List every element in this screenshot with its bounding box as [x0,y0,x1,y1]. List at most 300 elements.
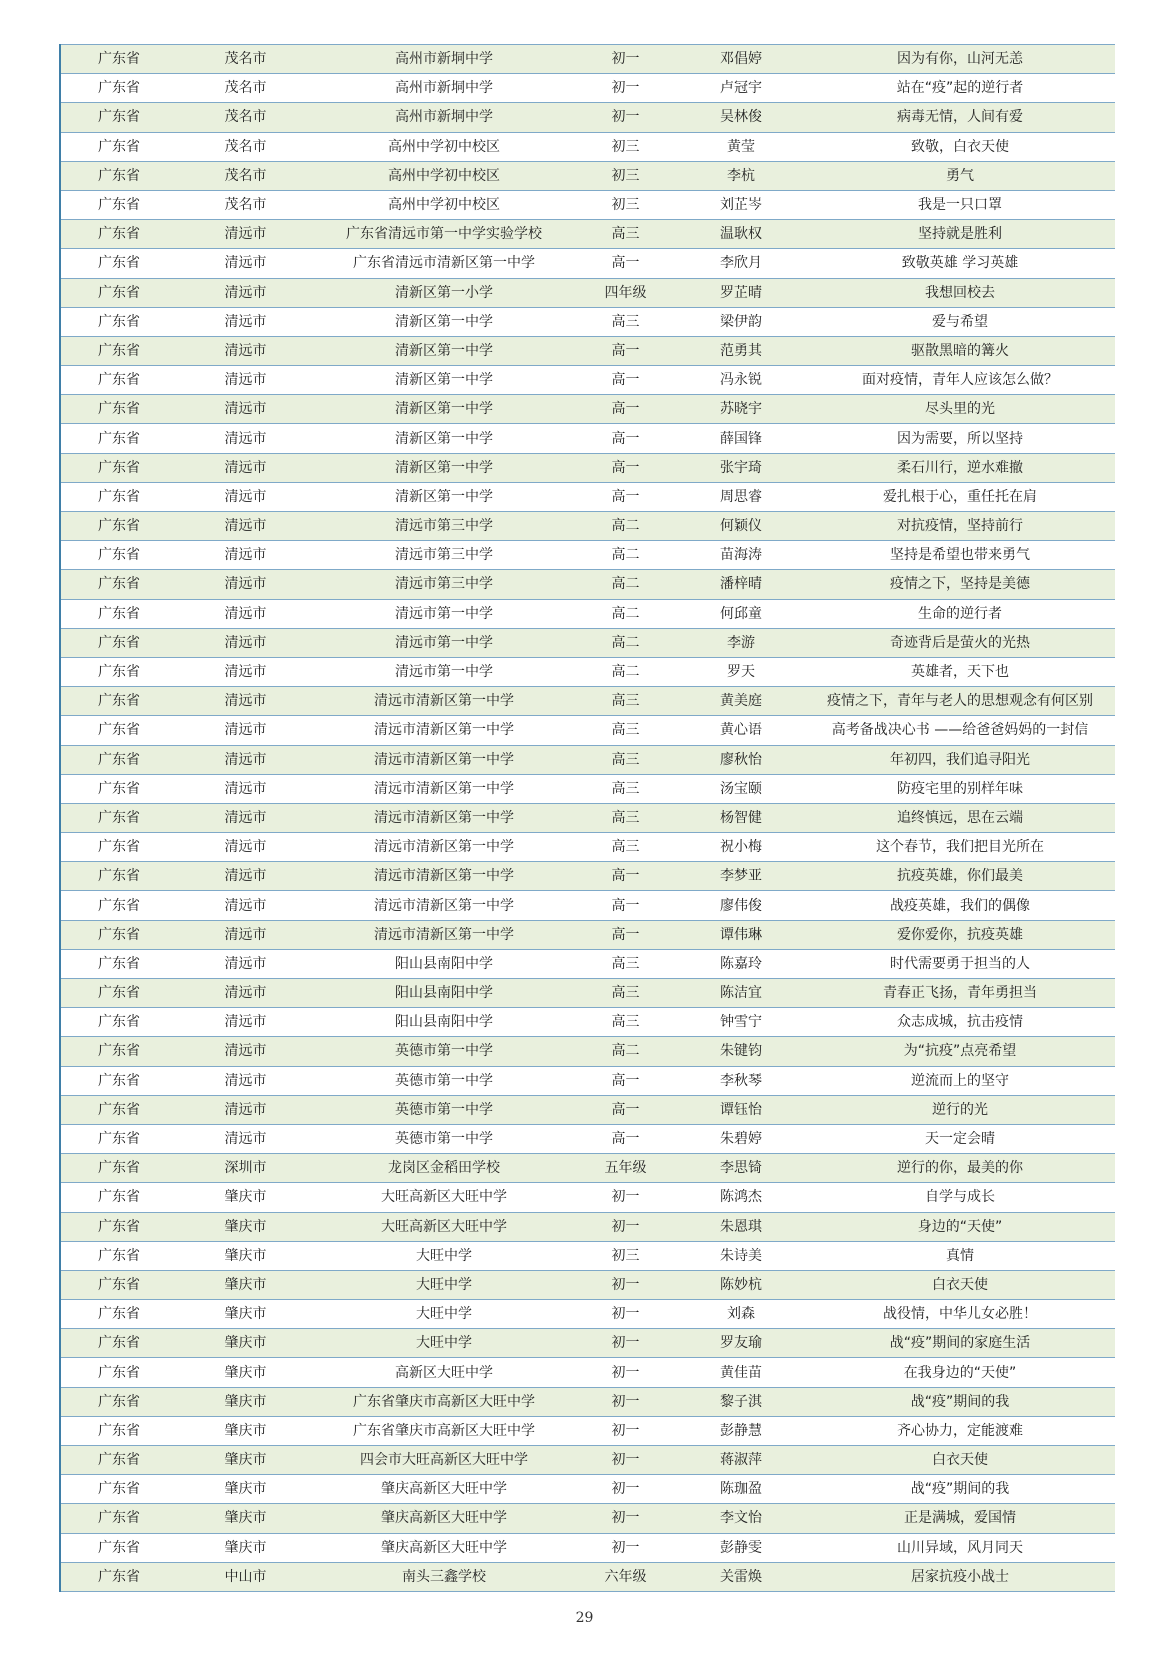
province-cell: 广东省 [60,657,177,686]
essay-title-cell: 为“抗疫”点亮希望 [805,1037,1115,1066]
student-name-cell: 汤宝颐 [677,774,805,803]
city-cell: 肇庆市 [177,1358,314,1387]
student-name-cell: 梁伊韵 [677,307,805,336]
school-cell: 清远市清新区第一中学 [314,745,574,774]
essay-title-cell: 生命的逆行者 [805,599,1115,628]
province-cell: 广东省 [60,687,177,716]
grade-cell: 高三 [574,716,677,745]
city-cell: 清远市 [177,862,314,891]
student-name-cell: 苏晓宇 [677,395,805,424]
essay-title-cell: 追终慎远，思在云端 [805,803,1115,832]
student-name-cell: 张宇琦 [677,453,805,482]
results-table [59,44,1115,1592]
table-row [60,1533,1115,1562]
school-cell: 高州中学初中校区 [314,161,574,190]
essay-title-cell: 正是满城，爱国情 [805,1504,1115,1533]
table-row [60,1475,1115,1504]
city-cell: 肇庆市 [177,1416,314,1445]
table-row [60,220,1115,249]
grade-cell: 初一 [574,1387,677,1416]
student-name-cell: 祝小梅 [677,833,805,862]
table-row [60,979,1115,1008]
student-name-cell: 廖秋怡 [677,745,805,774]
essay-title-cell: 奇迹背后是萤火的光热 [805,628,1115,657]
essay-title-cell: 逆行的你，最美的你 [805,1154,1115,1183]
province-cell: 广东省 [60,541,177,570]
city-cell: 肇庆市 [177,1300,314,1329]
essay-title-cell: 身边的“天使” [805,1212,1115,1241]
grade-cell: 高三 [574,687,677,716]
grade-cell: 高一 [574,395,677,424]
student-name-cell: 黄佳苗 [677,1358,805,1387]
school-cell: 龙岗区金稻田学校 [314,1154,574,1183]
student-name-cell: 钟雪宁 [677,1008,805,1037]
student-name-cell: 廖伟俊 [677,891,805,920]
essay-title-cell: 战役情，中华儿女必胜！ [805,1300,1115,1329]
city-cell: 深圳市 [177,1154,314,1183]
student-name-cell: 罗芷晴 [677,278,805,307]
grade-cell: 初一 [574,45,677,74]
school-cell: 清新区第一中学 [314,482,574,511]
essay-title-cell: 逆流而上的坚守 [805,1066,1115,1095]
school-cell: 阳山县南阳中学 [314,979,574,1008]
essay-title-cell: 因为有你，山河无恙 [805,45,1115,74]
student-name-cell: 陈洁宜 [677,979,805,1008]
province-cell: 广东省 [60,979,177,1008]
school-cell: 广东省肇庆市高新区大旺中学 [314,1387,574,1416]
province-cell: 广东省 [60,103,177,132]
table-row [60,278,1115,307]
student-name-cell: 李文怡 [677,1504,805,1533]
essay-title-cell: 天一定会晴 [805,1124,1115,1153]
essay-title-cell: 战疫英雄，我们的偶像 [805,891,1115,920]
province-cell: 广东省 [60,862,177,891]
province-cell: 广东省 [60,395,177,424]
table-row [60,745,1115,774]
grade-cell: 高一 [574,424,677,453]
grade-cell: 初三 [574,161,677,190]
essay-title-cell: 尽头里的光 [805,395,1115,424]
province-cell: 广东省 [60,1329,177,1358]
student-name-cell: 刘森 [677,1300,805,1329]
city-cell: 肇庆市 [177,1533,314,1562]
school-cell: 清新区第一中学 [314,424,574,453]
city-cell: 肇庆市 [177,1387,314,1416]
essay-title-cell: 爱与希望 [805,307,1115,336]
province-cell: 广东省 [60,1008,177,1037]
city-cell: 清远市 [177,424,314,453]
school-cell: 大旺高新区大旺中学 [314,1183,574,1212]
province-cell: 广东省 [60,307,177,336]
student-name-cell: 薛国锋 [677,424,805,453]
grade-cell: 高一 [574,453,677,482]
school-cell: 清新区第一中学 [314,336,574,365]
city-cell: 清远市 [177,599,314,628]
city-cell: 清远市 [177,453,314,482]
student-name-cell: 卢冠宇 [677,74,805,103]
grade-cell: 高一 [574,336,677,365]
essay-title-cell: 战“疫”期间的我 [805,1475,1115,1504]
student-name-cell: 朱诗美 [677,1241,805,1270]
table-row [60,1066,1115,1095]
essay-title-cell: 战“疫”期间的家庭生活 [805,1329,1115,1358]
grade-cell: 高三 [574,745,677,774]
province-cell: 广东省 [60,745,177,774]
table-row [60,1387,1115,1416]
essay-title-cell: 真情 [805,1241,1115,1270]
school-cell: 清新区第一中学 [314,366,574,395]
city-cell: 肇庆市 [177,1270,314,1299]
student-name-cell: 刘芷岑 [677,190,805,219]
grade-cell: 高三 [574,803,677,832]
school-cell: 高州市新垌中学 [314,103,574,132]
table-row [60,541,1115,570]
grade-cell: 初一 [574,1329,677,1358]
student-name-cell: 彭静慧 [677,1416,805,1445]
grade-cell: 高三 [574,1008,677,1037]
school-cell: 肇庆高新区大旺中学 [314,1533,574,1562]
city-cell: 清远市 [177,949,314,978]
province-cell: 广东省 [60,949,177,978]
grade-cell: 高一 [574,1066,677,1095]
school-cell: 大旺高新区大旺中学 [314,1212,574,1241]
page-number: 29 [575,1610,594,1626]
school-cell: 大旺中学 [314,1300,574,1329]
province-cell: 广东省 [60,161,177,190]
school-cell: 清远市第三中学 [314,541,574,570]
city-cell: 清远市 [177,307,314,336]
grade-cell: 初一 [574,1270,677,1299]
grade-cell: 高三 [574,774,677,803]
school-cell: 清远市清新区第一中学 [314,716,574,745]
province-cell: 广东省 [60,1533,177,1562]
province-cell: 广东省 [60,220,177,249]
province-cell: 广东省 [60,599,177,628]
province-cell: 广东省 [60,1212,177,1241]
student-name-cell: 黎子淇 [677,1387,805,1416]
school-cell: 高州中学初中校区 [314,132,574,161]
table-row [60,1241,1115,1270]
province-cell: 广东省 [60,249,177,278]
city-cell: 清远市 [177,833,314,862]
province-cell: 广东省 [60,1270,177,1299]
table-row [60,366,1115,395]
school-cell: 清远市清新区第一中学 [314,862,574,891]
results-table-body [60,45,1115,1592]
table-row [60,307,1115,336]
grade-cell: 初一 [574,1300,677,1329]
province-cell: 广东省 [60,1475,177,1504]
school-cell: 清远市清新区第一中学 [314,687,574,716]
student-name-cell: 朱碧婷 [677,1124,805,1153]
student-name-cell: 朱键钧 [677,1037,805,1066]
province-cell: 广东省 [60,1446,177,1475]
essay-title-cell: 这个春节，我们把目光所在 [805,833,1115,862]
grade-cell: 高三 [574,979,677,1008]
table-row [60,1124,1115,1153]
grade-cell: 初一 [574,1183,677,1212]
city-cell: 清远市 [177,366,314,395]
city-cell: 清远市 [177,1037,314,1066]
school-cell: 大旺中学 [314,1241,574,1270]
city-cell: 清远市 [177,745,314,774]
province-cell: 广东省 [60,1066,177,1095]
province-cell: 广东省 [60,1416,177,1445]
grade-cell: 高一 [574,482,677,511]
table-row [60,833,1115,862]
table-row [60,891,1115,920]
essay-title-cell: 柔石川行，逆水难撤 [805,453,1115,482]
school-cell: 英德市第一中学 [314,1066,574,1095]
student-name-cell: 谭钰怡 [677,1095,805,1124]
table-row [60,103,1115,132]
school-cell: 清远市清新区第一中学 [314,833,574,862]
student-name-cell: 谭伟琳 [677,920,805,949]
city-cell: 清远市 [177,628,314,657]
table-row [60,862,1115,891]
essay-title-cell: 我是一只口罩 [805,190,1115,219]
table-row [60,424,1115,453]
table-row [60,1037,1115,1066]
table-row [60,395,1115,424]
school-cell: 大旺中学 [314,1270,574,1299]
essay-title-cell: 自学与成长 [805,1183,1115,1212]
school-cell: 清远市第一中学 [314,599,574,628]
essay-title-cell: 致敬英雄 学习英雄 [805,249,1115,278]
essay-title-cell: 抗疫英雄，你们最美 [805,862,1115,891]
school-cell: 清远市清新区第一中学 [314,891,574,920]
student-name-cell: 罗友瑜 [677,1329,805,1358]
city-cell: 清远市 [177,1066,314,1095]
grade-cell: 高二 [574,541,677,570]
city-cell: 清远市 [177,541,314,570]
province-cell: 广东省 [60,482,177,511]
province-cell: 广东省 [60,1154,177,1183]
student-name-cell: 李秋琴 [677,1066,805,1095]
city-cell: 中山市 [177,1562,314,1591]
student-name-cell: 李思锜 [677,1154,805,1183]
province-cell: 广东省 [60,774,177,803]
student-name-cell: 邓倡婷 [677,45,805,74]
table-row [60,1416,1115,1445]
school-cell: 清远市第一中学 [314,628,574,657]
city-cell: 茂名市 [177,45,314,74]
province-cell: 广东省 [60,1183,177,1212]
province-cell: 广东省 [60,891,177,920]
school-cell: 清远市清新区第一中学 [314,774,574,803]
table-row [60,1095,1115,1124]
student-name-cell: 李欣月 [677,249,805,278]
table-row [60,803,1115,832]
table-row [60,1154,1115,1183]
city-cell: 清远市 [177,512,314,541]
grade-cell: 初一 [574,1533,677,1562]
table-row [60,1329,1115,1358]
school-cell: 英德市第一中学 [314,1037,574,1066]
grade-cell: 高二 [574,628,677,657]
essay-title-cell: 防疫宅里的别样年味 [805,774,1115,803]
student-name-cell: 李梦亚 [677,862,805,891]
essay-title-cell: 白衣天使 [805,1446,1115,1475]
province-cell: 广东省 [60,1358,177,1387]
table-row [60,453,1115,482]
school-cell: 肇庆高新区大旺中学 [314,1475,574,1504]
province-cell: 广东省 [60,1504,177,1533]
school-cell: 广东省清远市清新区第一中学 [314,249,574,278]
school-cell: 清远市清新区第一中学 [314,803,574,832]
table-row [60,45,1115,74]
essay-title-cell: 年初四，我们追寻阳光 [805,745,1115,774]
school-cell: 四会市大旺高新区大旺中学 [314,1446,574,1475]
essay-title-cell: 齐心协力，定能渡难 [805,1416,1115,1445]
grade-cell: 高一 [574,920,677,949]
table-row [60,482,1115,511]
city-cell: 肇庆市 [177,1183,314,1212]
student-name-cell: 陈珈盈 [677,1475,805,1504]
grade-cell: 高一 [574,862,677,891]
student-name-cell: 彭静雯 [677,1533,805,1562]
grade-cell: 五年级 [574,1154,677,1183]
province-cell: 广东省 [60,132,177,161]
province-cell: 广东省 [60,1037,177,1066]
student-name-cell: 潘梓晴 [677,570,805,599]
city-cell: 清远市 [177,803,314,832]
essay-title-cell: 白衣天使 [805,1270,1115,1299]
grade-cell: 高二 [574,570,677,599]
table-row [60,716,1115,745]
city-cell: 肇庆市 [177,1241,314,1270]
school-cell: 肇庆高新区大旺中学 [314,1504,574,1533]
student-name-cell: 苗海涛 [677,541,805,570]
school-cell: 清新区第一小学 [314,278,574,307]
province-cell: 广东省 [60,366,177,395]
essay-title-cell: 疫情之下，坚持是美德 [805,570,1115,599]
table-row [60,512,1115,541]
grade-cell: 高二 [574,512,677,541]
essay-title-cell: 众志成城，抗击疫情 [805,1008,1115,1037]
city-cell: 清远市 [177,395,314,424]
student-name-cell: 陈鸿杰 [677,1183,805,1212]
student-name-cell: 黄美庭 [677,687,805,716]
city-cell: 清远市 [177,336,314,365]
city-cell: 清远市 [177,220,314,249]
school-cell: 英德市第一中学 [314,1095,574,1124]
table-row [60,570,1115,599]
province-cell: 广东省 [60,45,177,74]
grade-cell: 初一 [574,1504,677,1533]
table-row [60,949,1115,978]
essay-title-cell: 时代需要勇于担当的人 [805,949,1115,978]
essay-title-cell: 驱散黑暗的篝火 [805,336,1115,365]
school-cell: 阳山县南阳中学 [314,949,574,978]
city-cell: 清远市 [177,979,314,1008]
table-row [60,1270,1115,1299]
essay-title-cell: 致敬，白衣天使 [805,132,1115,161]
table-row [60,1183,1115,1212]
essay-title-cell: 战“疫”期间的我 [805,1387,1115,1416]
student-name-cell: 蒋淑萍 [677,1446,805,1475]
city-cell: 肇庆市 [177,1475,314,1504]
grade-cell: 高一 [574,1095,677,1124]
grade-cell: 四年级 [574,278,677,307]
province-cell: 广东省 [60,1562,177,1591]
essay-title-cell: 山川异域，风月同天 [805,1533,1115,1562]
grade-cell: 初三 [574,132,677,161]
grade-cell: 高三 [574,307,677,336]
province-cell: 广东省 [60,716,177,745]
student-name-cell: 朱恩琪 [677,1212,805,1241]
province-cell: 广东省 [60,628,177,657]
student-name-cell: 李杭 [677,161,805,190]
city-cell: 清远市 [177,249,314,278]
city-cell: 肇庆市 [177,1212,314,1241]
table-row [60,132,1115,161]
essay-title-cell: 坚持就是胜利 [805,220,1115,249]
province-cell: 广东省 [60,920,177,949]
province-cell: 广东省 [60,833,177,862]
school-cell: 清远市清新区第一中学 [314,920,574,949]
table-row [60,920,1115,949]
table-row [60,74,1115,103]
school-cell: 清新区第一中学 [314,307,574,336]
student-name-cell: 冯永锐 [677,366,805,395]
province-cell: 广东省 [60,278,177,307]
student-name-cell: 周思睿 [677,482,805,511]
school-cell: 高州市新垌中学 [314,45,574,74]
essay-title-cell: 高考备战决心书 ——给爸爸妈妈的一封信 [805,716,1115,745]
province-cell: 广东省 [60,336,177,365]
city-cell: 肇庆市 [177,1504,314,1533]
essay-title-cell: 坚持是希望也带来勇气 [805,541,1115,570]
city-cell: 清远市 [177,1008,314,1037]
table-row [60,161,1115,190]
table-row [60,599,1115,628]
essay-title-cell: 对抗疫情，坚持前行 [805,512,1115,541]
grade-cell: 初一 [574,1446,677,1475]
grade-cell: 高二 [574,599,677,628]
school-cell: 高新区大旺中学 [314,1358,574,1387]
school-cell: 高州市新垌中学 [314,74,574,103]
table-row [60,657,1115,686]
city-cell: 清远市 [177,891,314,920]
school-cell: 南头三鑫学校 [314,1562,574,1591]
province-cell: 广东省 [60,1095,177,1124]
school-cell: 高州中学初中校区 [314,190,574,219]
student-name-cell: 陈嘉玲 [677,949,805,978]
city-cell: 清远市 [177,1124,314,1153]
school-cell: 清远市第三中学 [314,570,574,599]
school-cell: 清远市第三中学 [314,512,574,541]
table-row [60,190,1115,219]
city-cell: 清远市 [177,657,314,686]
table-row [60,1008,1115,1037]
table-row [60,1446,1115,1475]
grade-cell: 初一 [574,1475,677,1504]
city-cell: 清远市 [177,687,314,716]
essay-title-cell: 居家抗疫小战士 [805,1562,1115,1591]
table-row [60,336,1115,365]
essay-title-cell: 爱扎根于心，重任托在肩 [805,482,1115,511]
city-cell: 清远市 [177,774,314,803]
grade-cell: 高二 [574,657,677,686]
essay-title-cell: 在我身边的“天使” [805,1358,1115,1387]
province-cell: 广东省 [60,512,177,541]
student-name-cell: 温耿权 [677,220,805,249]
province-cell: 广东省 [60,570,177,599]
student-name-cell: 罗天 [677,657,805,686]
essay-title-cell: 因为需要，所以坚持 [805,424,1115,453]
province-cell: 广东省 [60,453,177,482]
